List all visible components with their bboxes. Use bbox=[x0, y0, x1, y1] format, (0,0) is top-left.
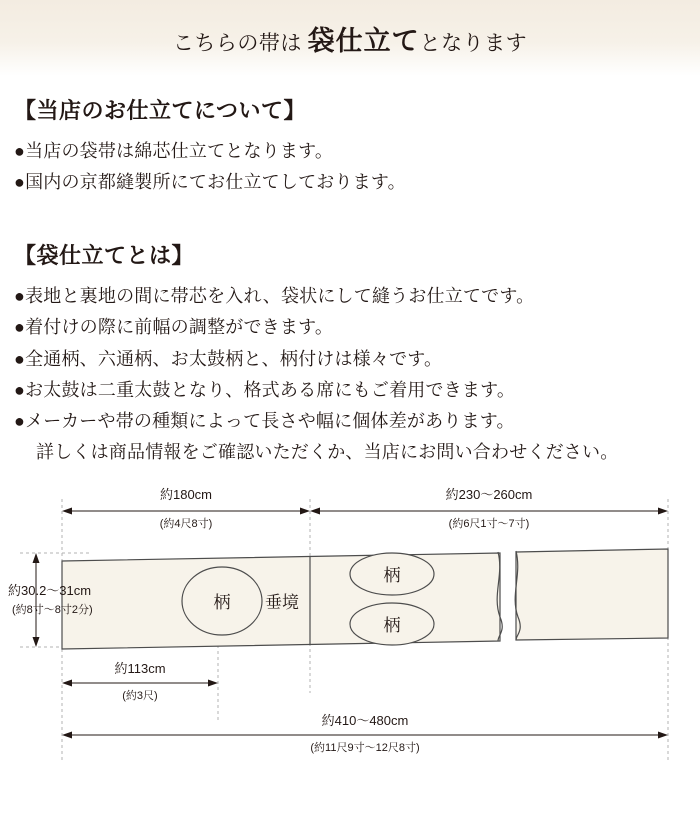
pattern-label: 柄 bbox=[383, 566, 401, 586]
dimension-left-height-main: 約30.2〜31cm bbox=[8, 583, 92, 599]
obi-dimension-diagram bbox=[0, 483, 700, 783]
bullet-item: ●着付けの際に前幅の調整ができます。 bbox=[14, 317, 334, 338]
dimension-top-left-sub: (約4尺8寸) bbox=[159, 518, 213, 531]
bullet-item: ●表地と裏地の間に帯芯を入れ、袋状にして縫うお仕立てです。 bbox=[14, 286, 535, 307]
text-content bbox=[0, 76, 700, 467]
dimension-top-left bbox=[62, 487, 310, 530]
arrow-head bbox=[658, 732, 668, 739]
arrow-head bbox=[62, 680, 72, 687]
obi-right-body bbox=[516, 549, 668, 640]
dimension-bottom-total bbox=[62, 713, 668, 754]
dimension-top-right bbox=[310, 487, 668, 530]
arrow-head bbox=[300, 508, 310, 515]
bullet-item: ●当店の袋帯は綿芯仕立てとなります。 bbox=[14, 141, 334, 161]
bullet-item: ●全通柄、六通柄、お太鼓柄と、柄付けは様々です。 bbox=[14, 348, 443, 369]
section-heading-tailoring: 【当店のお仕立てについて】 bbox=[14, 98, 307, 123]
dimension-left-height-sub: (約8寸〜8寸2分) bbox=[12, 604, 93, 617]
arrow-head bbox=[62, 732, 72, 739]
dimension-bottom-left bbox=[62, 661, 218, 702]
arrow-head bbox=[658, 508, 668, 515]
dimension-bottom-left-sub: (約3尺) bbox=[122, 690, 158, 703]
bullet-subnote: 詳しくは商品情報をご確認いただくか、当店にお問い合わせください。 bbox=[36, 442, 619, 463]
dimension-bottom-total-sub: (約11尺9寸〜12尺8寸) bbox=[310, 742, 420, 755]
section-heading-fukuro: 【袋仕立てとは】 bbox=[14, 243, 195, 269]
page-title-emphasis: 袋仕立て bbox=[307, 25, 420, 56]
dimension-top-right-sub: (約6尺1寸〜7寸) bbox=[448, 518, 530, 531]
pattern-label: 柄 bbox=[383, 616, 401, 636]
dimension-top-right-main: 約230〜260cm bbox=[445, 487, 533, 503]
arrow-head bbox=[33, 637, 40, 647]
bullet-item: ●お太鼓は二重太鼓となり、格式ある席にもご着用できます。 bbox=[14, 379, 516, 400]
dimension-bottom-left-main: 約113cm bbox=[114, 661, 166, 677]
arrow-head bbox=[33, 553, 40, 563]
dimension-top-left-main: 約180cm bbox=[159, 487, 213, 503]
bullet-item: ●国内の京都縫製所にてお仕立てしております。 bbox=[14, 172, 406, 193]
pattern-label: 柄 bbox=[213, 593, 231, 613]
page-title bbox=[173, 19, 527, 58]
dimension-bottom-total-main: 約410〜480cm bbox=[321, 713, 409, 729]
page-header bbox=[0, 0, 700, 76]
divider-label: 垂境 bbox=[265, 593, 299, 613]
section-spacer bbox=[14, 199, 686, 239]
page-title-suffix: となります bbox=[419, 30, 528, 55]
arrow-head bbox=[208, 680, 218, 687]
page-title-prefix: こちらの帯は bbox=[172, 30, 308, 55]
arrow-head bbox=[62, 508, 72, 515]
bullet-item: ●メーカーや帯の種類によって長さや幅に個体差があります。 bbox=[14, 410, 515, 431]
arrow-head bbox=[310, 508, 320, 515]
